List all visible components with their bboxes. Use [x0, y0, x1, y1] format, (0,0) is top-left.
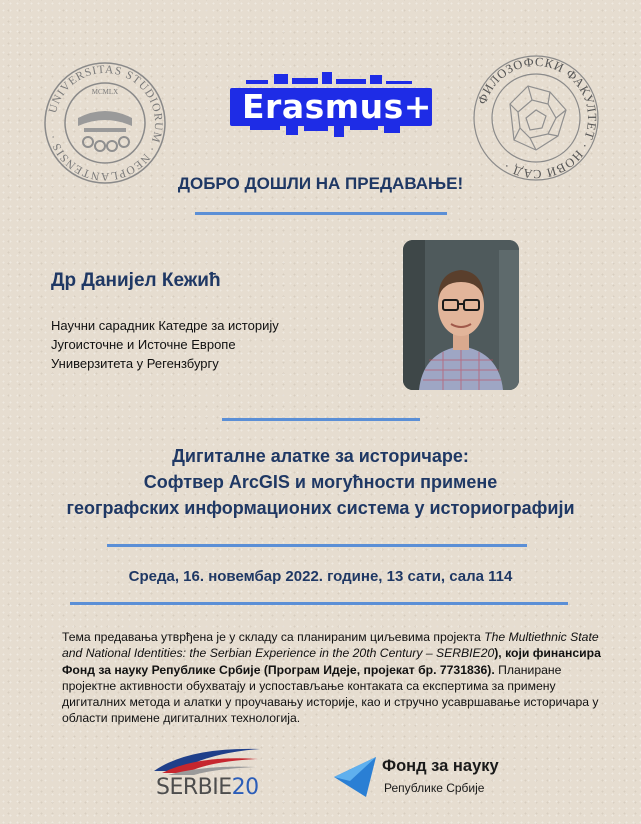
erasmus-wordmark: Erasmus+: [242, 87, 432, 126]
fund-paper-plane-icon: [332, 755, 378, 799]
serbie20-logo: [148, 745, 266, 807]
divider-lecturer: [222, 418, 420, 421]
erasmus-plus-logo: [230, 66, 432, 144]
science-fund-logo: [332, 755, 532, 805]
faculty-seal-logo: [470, 52, 602, 184]
affiliation-line: Научни сарадник Катедре за историју: [51, 318, 279, 333]
affiliation-line: Југоисточне и Источне Европе: [51, 337, 236, 352]
university-seal-logo: [42, 60, 168, 186]
project-title: The Multiethnic State and National Identities: the Serbian Experience in the 20th Century – SERBIE20: [62, 630, 599, 661]
lecture-title-line: Софтвер ArcGIS и могућности примене: [143, 472, 498, 492]
serbie-word: SERBIE: [156, 775, 232, 800]
fund-subtitle: Републике Србије: [384, 781, 485, 795]
divider-title: [107, 544, 527, 547]
project-description: [62, 629, 602, 727]
serbie20-text: [156, 775, 259, 800]
divider-date: [70, 602, 568, 605]
affiliation-line: Универзитета у Регензбургу: [51, 356, 219, 371]
date-time-location: Среда, 16. новембар 2022. године, 13 сати, сала 114: [128, 568, 513, 585]
svg-text:MCMLX: MCMLX: [91, 88, 119, 96]
funding-text: ), који финансира Фонд за науку Републике Србије (Програм Идеје, пројекат бр. 7731836).: [62, 646, 601, 677]
description-text-cont: Планиране пројектне активности обухватају и успостављање контаката са експертима за примену дигиталних метода и алатки у проучавању историје, као и стручно усавршавање историчара у области примене дигиталних технологија.: [62, 662, 599, 726]
lecture-title-line: Дигиталне алатке за историчаре:: [172, 446, 469, 466]
svg-text:ФИЛОЗОФСКИ ФАКУЛТЕТ · НОВИ САД: ФИЛОЗОФСКИ ФАКУЛТЕТ · НОВИ САД ·: [475, 54, 600, 182]
svg-text:UNIVERSITAS STUDIORUM · NEOPLA: UNIVERSITAS STUDIORUM · NEOPLANTENSIS ·: [47, 63, 165, 183]
divider-welcome: [195, 212, 447, 215]
lecturer-photo: [403, 240, 519, 390]
serbie-number: 20: [231, 775, 259, 800]
welcome-heading: ДОБРО ДОШЛИ НА ПРЕДАВАЊЕ!: [177, 174, 464, 193]
fund-name: Фонд за науку: [382, 757, 499, 775]
description-text: Тема предавања утврђена је у складу са планираним циљевима пројекта: [62, 630, 485, 644]
lecture-title-line: географских информационих система у историографији: [66, 498, 575, 518]
lecturer-name: Др Данијел Кежић: [51, 270, 221, 291]
